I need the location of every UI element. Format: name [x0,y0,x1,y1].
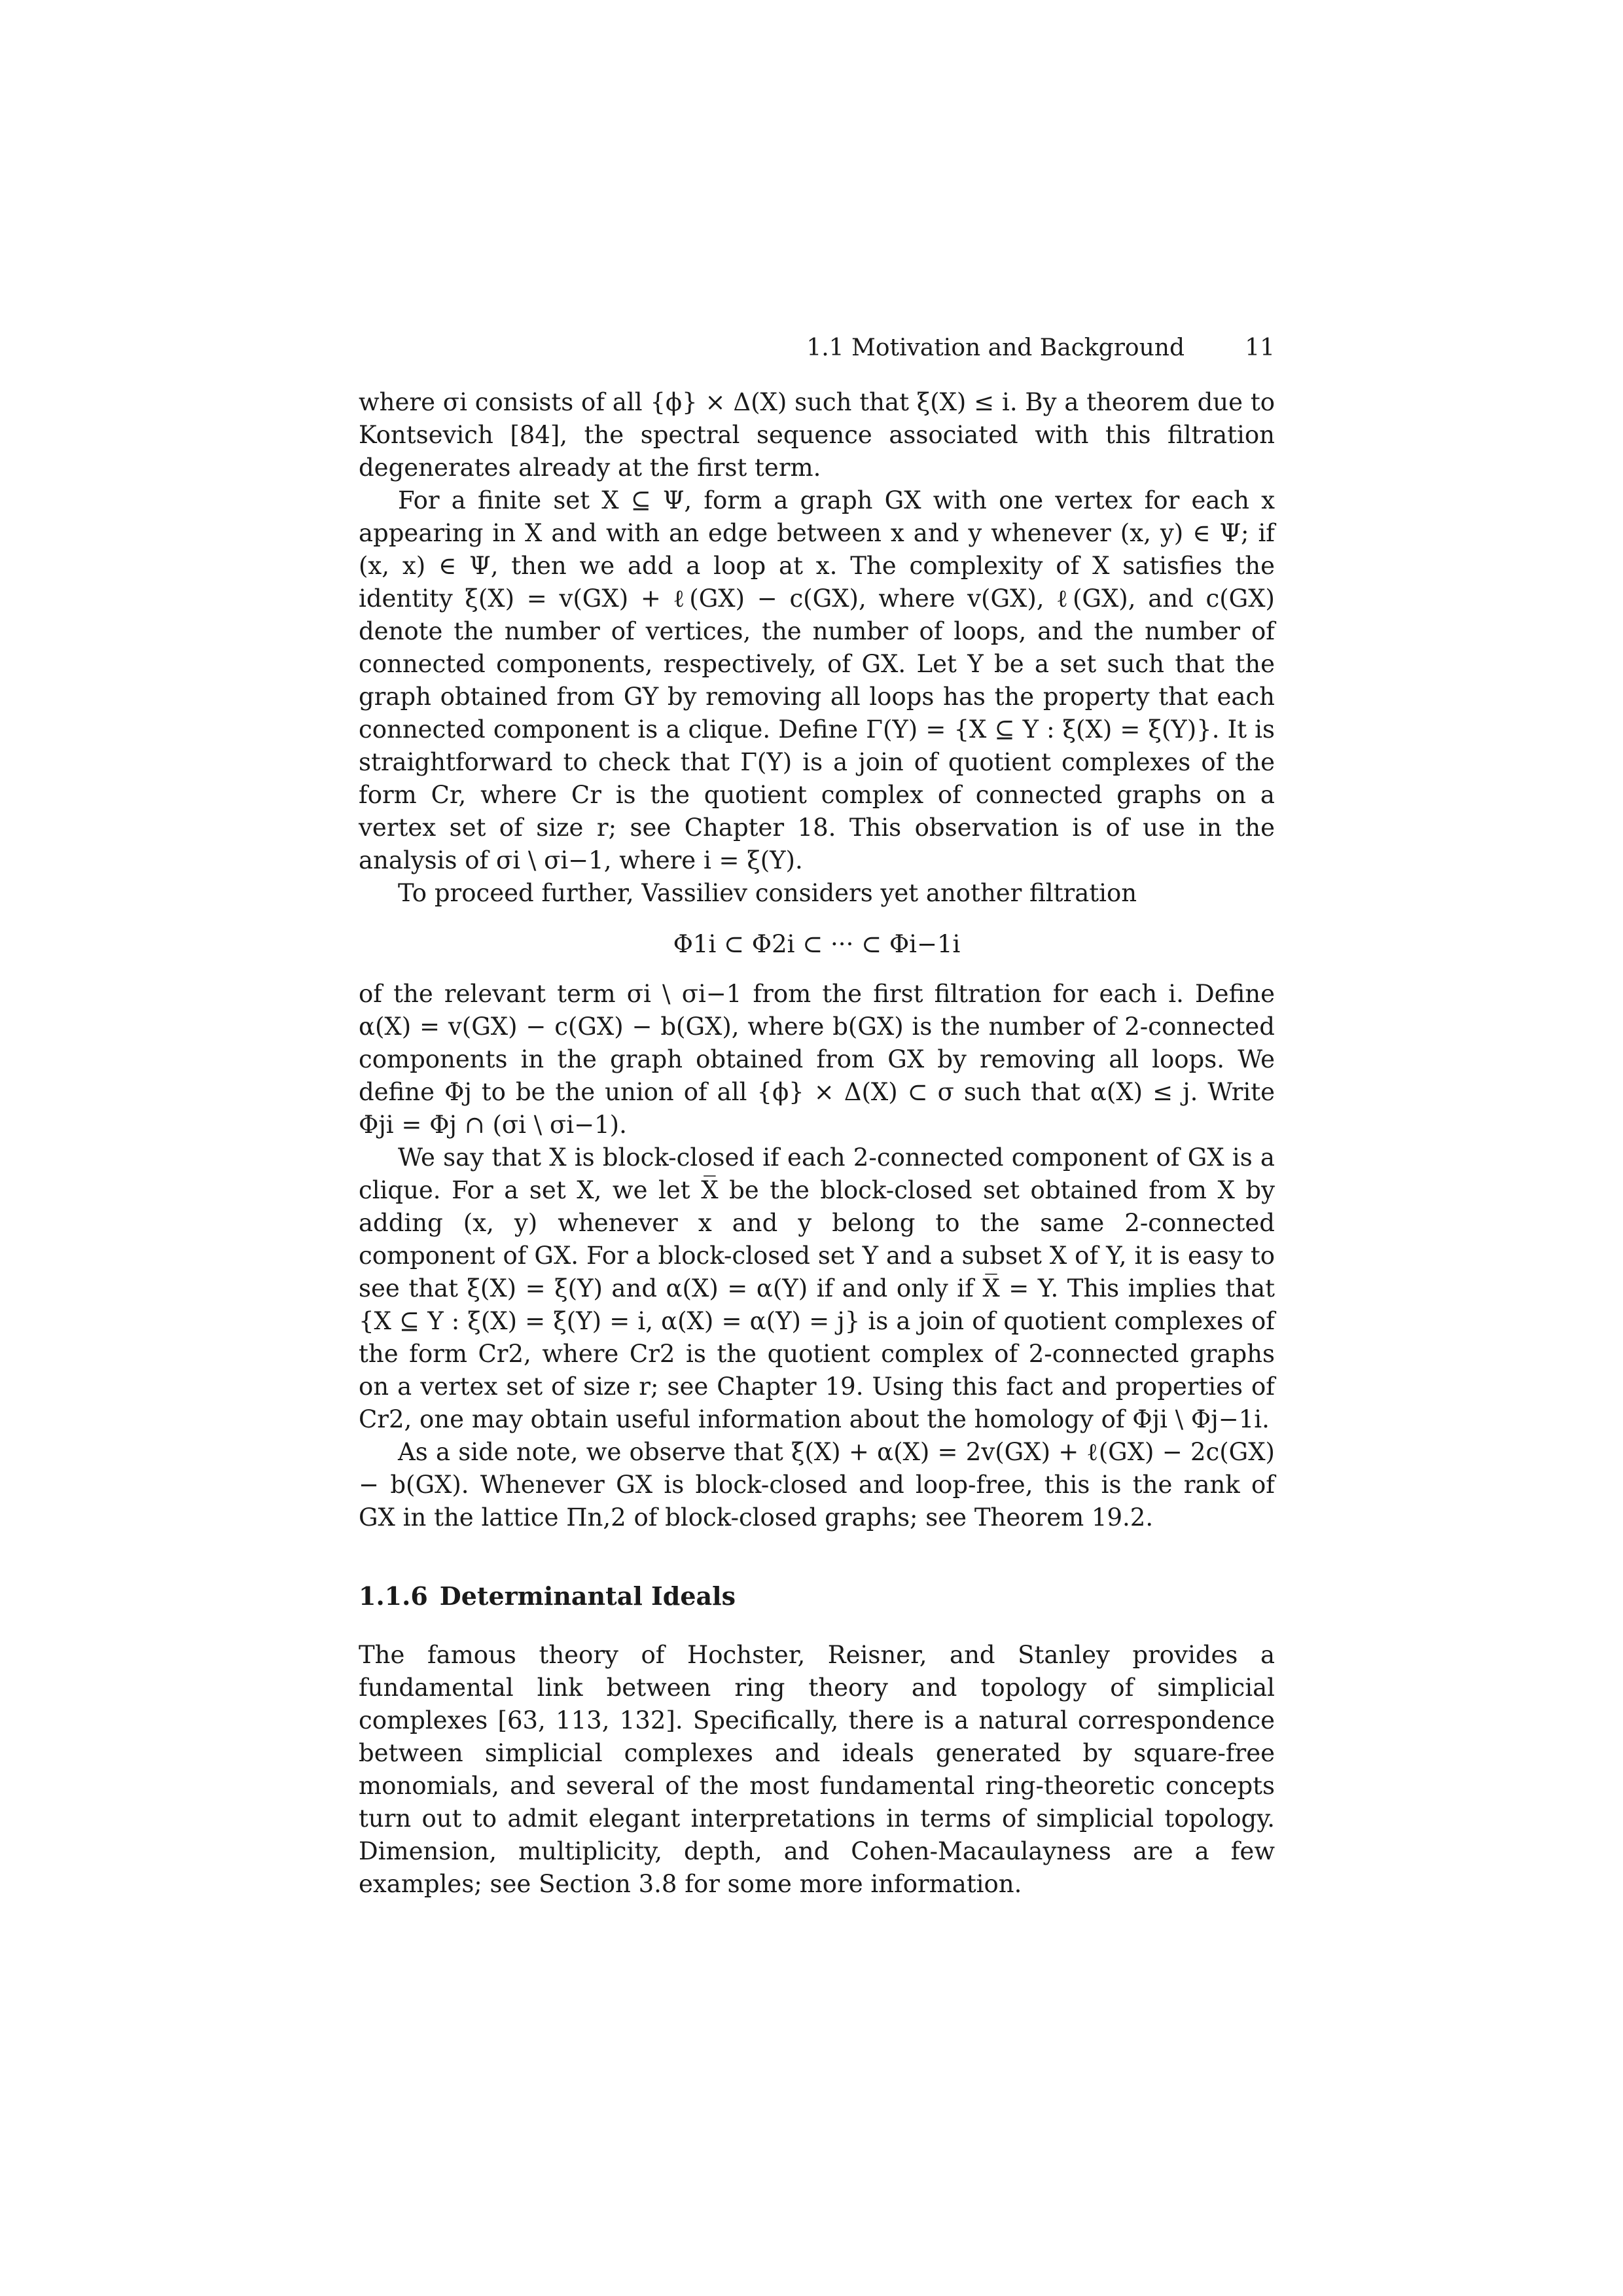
paragraph: For a finite set X ⊆ Ψ, form a graph GX with one vertex for each x appearing in X and with an edge between x and y whenever (x, y) ∈ Ψ; if (x, x) ∈ Ψ, then we add a loop at x. The complexity of X satisfies the identity ξ(X) = v(GX) + ℓ(GX) − c(GX), where v(GX), ℓ(GX), and c(GX) denote the number of vertices, the number of loops, and the number of connected components, respectively, of GX. Let Y be a set such that the graph obtained from GY by removing all loops has the property that each connected component is a clique. Define Γ(Y) = {X ⊆ Y : ξ(X) = ξ(Y)}. It is straightforward to check that Γ(Y) is a join of quotient complexes of the form Cr, where Cr is the quotient complex of connected graphs on a vertex set of size r; see Chapter 18. This observation is of use in the analysis of σi \ σi−1, where i = ξ(Y). [359,486,1275,874]
running-title: 1.1 Motivation and Background [806,334,1185,361]
display-formula: Φ1i ⊂ Φ2i ⊂ ··· ⊂ Φi−1i [673,930,961,958]
body-text [359,386,1275,1901]
paragraph: where σi consists of all {ϕ} × Δ(X) such that ξ(X) ≤ i. By a theorem due to Kontsevich [84], the spectral sequence associated with this filtration degenerates already at the first term. [359,388,1275,482]
section-heading [359,1580,1275,1613]
paragraph: We say that X is block-closed if each 2-connected component of GX is a clique. For a set X, we let X̅ be the block-closed set obtained from X by adding (x, y) whenever x and y belong to the same 2-connected component of GX. For a block-closed set Y and a subset X of Y, it is easy to see that ξ(X) = ξ(Y) and α(X) = α(Y) if and only if X̅ = Y. This implies that {X ⊆ Y : ξ(X) = ξ(Y) = i, α(X) = α(Y) = j} is a join of quotient complexes of the form Cr2, where Cr2 is the quotient complex of 2-connected graphs on a vertex set of size r; see Chapter 19. Using this fact and properties of Cr2, one may obtain useful information about the homology of Φji \ Φj−1i. [359,1143,1275,1433]
paragraph: As a side note, we observe that ξ(X) + α(X) = 2v(GX) + ℓ(GX) − 2c(GX) − b(GX). Whenever GX is block-closed and loop-free, this is the rank of GX in the lattice Πn,2 of block-closed graphs; see Theorem 19.2. [359,1438,1275,1532]
page-number: 11 [1245,334,1275,361]
paragraph: The famous theory of Hochster, Reisner, and Stanley provides a fundamental link between ring theory and topology of simplicial complexes [63, 113, 132]. Specifically, there is a natural correspondence between simplicial complexes and ideals generated by square-free monomials, and several of the most fundamental ring-theoretic concepts turn out to admit elegant interpretations in terms of simplicial topology. Dimension, multiplicity, depth, and Cohen-Macaulayness are a few examples; see Section 3.8 for some more information. [359,1641,1275,1898]
section-number: 1.1.6 [359,1581,428,1611]
paragraph: of the relevant term σi \ σi−1 from the first filtration for each i. Define α(X) = v(GX) − c(GX) − b(GX), where b(GX) is the number of 2-connected components in the graph obtained from GX by removing all loops. We define Φj to be the union of all {ϕ} × Δ(X) ⊂ σ such that α(X) ≤ j. Write Φji = Φj ∩ (σi \ σi−1). [359,980,1275,1139]
running-head [359,331,1275,365]
section-title: Determinantal Ideals [439,1581,736,1611]
paragraph: To proceed further, Vassiliev considers yet another filtration [398,879,1137,907]
